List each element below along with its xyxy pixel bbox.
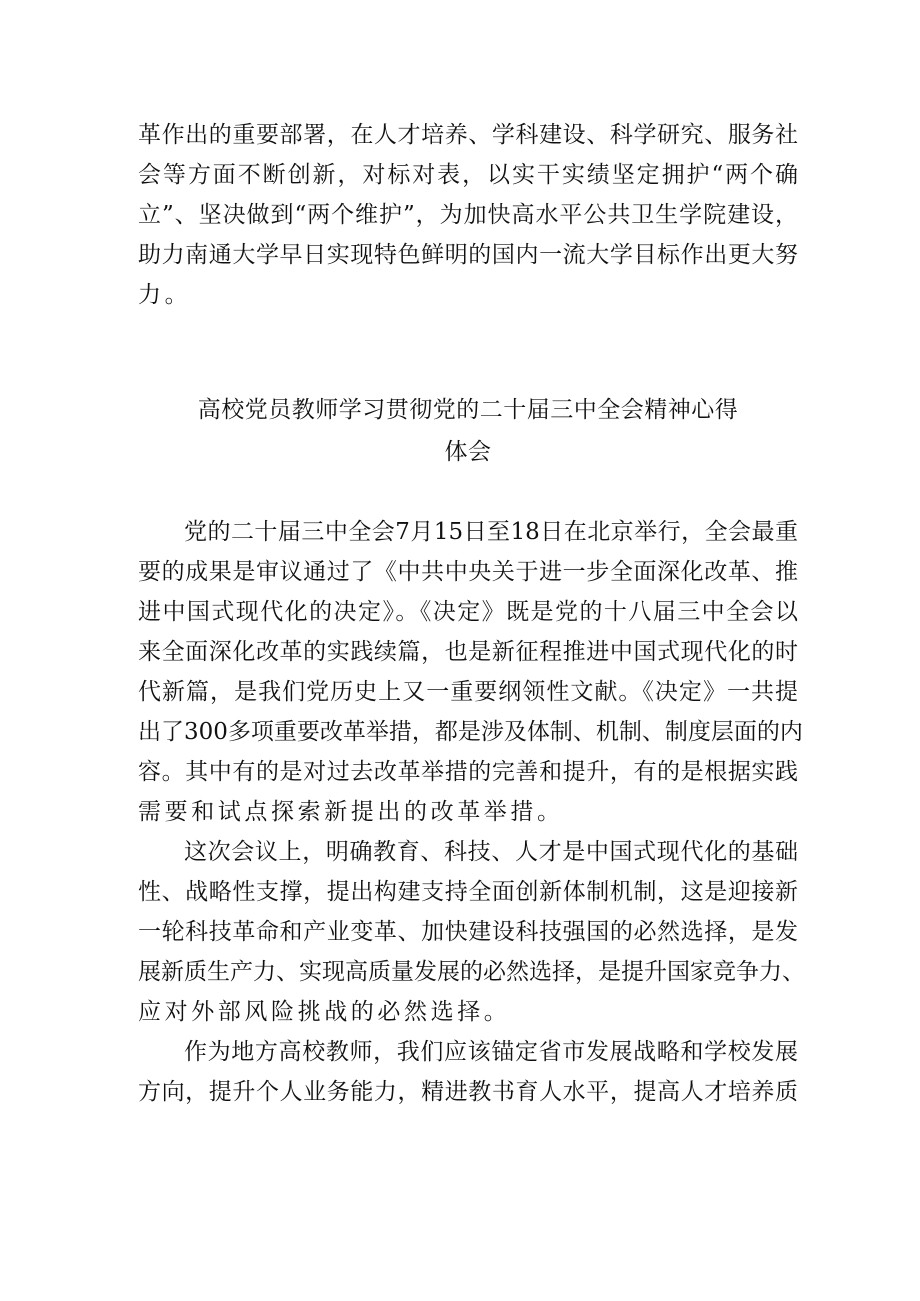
paragraph-line: 容。其中有的是对过去改革举措的完善和提升，有的是根据实践 (138, 759, 798, 785)
paragraph-1 (138, 512, 803, 832)
paragraph-line: 这次会议上，明确教育、科技、人才是中国式现代化的基础 (184, 839, 798, 865)
paragraph-3 (138, 1032, 798, 1112)
paragraph-line: 来全面深化改革的实践续篇，也是新征程推进中国式现代化的时 (138, 639, 798, 665)
paragraph-line: 助力南通大学早日实现特色鲜明的国内一流大学目标作出更大努 (138, 242, 798, 268)
article-body (138, 512, 805, 1112)
paragraph-line: 要的成果是审议通过了《中共中央关于进一步全面深化改革、推 (138, 559, 798, 585)
paragraph-line: 出了300多项重要改革举措，都是涉及体制、机制、制度层面的内 (138, 719, 803, 745)
paragraph-line: 需要和试点探索新提出的改革举措。 (138, 799, 564, 825)
article-title-line: 体会 (444, 439, 492, 465)
paragraph-2 (138, 832, 805, 1032)
article-title-line: 高校党员教师学习贯彻党的二十届三中全会精神心得 (197, 397, 739, 423)
paragraph-line: 一轮科技革命和产业变革、加快建设科技强国的必然选择，是发 (138, 919, 798, 945)
paragraph-line: 应对外部风险挑战的必然选择。 (138, 999, 511, 1025)
paragraph-line: 立”、坚决做到“两个维护”，为加快高水平公共卫生学院建设， (138, 202, 798, 228)
paragraph-line: 进中国式现代化的决定》。《决定》既是党的十八届三中全会以 (138, 599, 798, 625)
paragraph-line: 革作出的重要部署，在人才培养、学科建设、科学研究、服务社 (138, 122, 798, 148)
article-title (138, 389, 798, 473)
paragraph-line: 性、战略性支撑，提出构建支持全面创新体制机制，这是迎接新 (138, 879, 798, 905)
paragraph-line: 展新质生产力、实现高质量发展的必然选择，是提升国家竞争力、 (138, 959, 805, 985)
paragraph-line: 党的二十届三中全会7月15日至18日在北京举行，全会最重 (184, 519, 798, 545)
paragraph-line: 作为地方高校教师，我们应该锚定省市发展战略和学校发展 (184, 1039, 798, 1065)
paragraph-line: 会等方面不断创新，对标对表，以实干实绩坚定拥护“两个确 (138, 162, 798, 188)
continued-paragraph (138, 115, 798, 315)
paragraph-line: 方向，提升个人业务能力，精进教书育人水平，提高人才培养质 (138, 1079, 798, 1105)
paragraph-line: 力。 (138, 282, 192, 308)
paragraph-line: 代新篇，是我们党历史上又一重要纲领性文献。《决定》一共提 (138, 679, 798, 705)
